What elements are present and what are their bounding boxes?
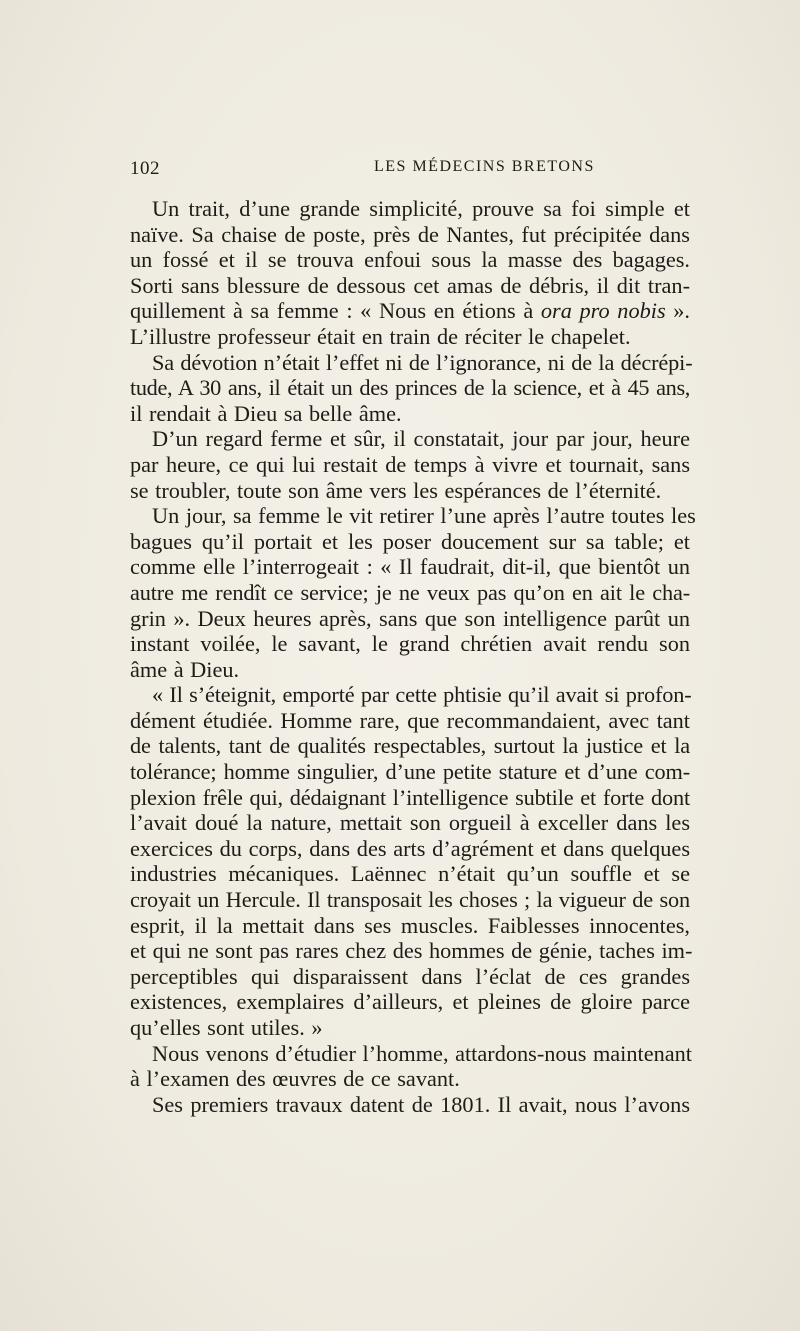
text-line: exercices du corps, dans des arts d’agrément et dans quelques (130, 835, 690, 861)
text-line: tolérance; homme singulier, d’une petite stature et d’une com- (130, 759, 690, 785)
page-number: 102 (130, 158, 160, 179)
text-line: bagues qu’il portait et les poser doucement sur sa table; et (130, 528, 690, 554)
text-line: autre me rendît ce service; je ne veux pas qu’on en ait le cha- (130, 579, 690, 605)
text-line: un fossé et il se trouva enfoui sous la masse des bagages. (130, 247, 690, 273)
text-line: tude, A 30 ans, il était un des princes de la science, et à 45 ans, (130, 375, 690, 401)
text-line: D’un regard ferme et sûr, il constatait, jour par jour, heure (152, 426, 690, 452)
text-line: Nous venons d’étudier l’homme, attardons-nous maintenant (152, 1040, 693, 1066)
text-line: esprit, il la mettait dans ses muscles. Faiblesses innocentes, (130, 912, 690, 938)
text-line: Un trait, d’une grande simplicité, prouve sa foi simple et (152, 196, 690, 221)
running-title: LES MÉDECINS BRETONS (374, 158, 595, 175)
latin-phrase: ora pro nobis (540, 298, 666, 324)
text-line: se troubler, toute son âme vers les espérances de l’éternité. (130, 477, 662, 503)
text-line: « Il s’éteignit, emporté par cette phtisie qu’il avait si profon- (152, 682, 692, 708)
text-line: l’avait doué la nature, mettait son orgueil à exceller dans les (130, 810, 690, 836)
text-segment: quillement à sa femme : « Nous en étions à (130, 298, 541, 324)
text-line: Ses premiers travaux datent de 1801. Il avait, nous l’avons (152, 1091, 690, 1117)
text-line: de talents, tant de qualités respectables, surtout la justice et la (130, 733, 690, 759)
text-line: âme à Dieu. (130, 656, 240, 682)
page-header (130, 158, 690, 182)
body-text (130, 196, 696, 1117)
text-line (130, 298, 690, 324)
text-line: naïve. Sa chaise de poste, près de Nantes, fut précipitée dans (130, 221, 690, 247)
text-line: plexion frêle qui, dédaignant l’intelligence subtile et forte dont (130, 784, 690, 810)
text-line: Un jour, sa femme le vit retirer l’une après l’autre toutes les (152, 503, 696, 529)
text-line: existences, exemplaires d’ailleurs, et pleines de gloire parce (130, 989, 690, 1015)
text-segment: ». (665, 298, 690, 324)
text-line: à l’examen des œuvres de ce savant. (130, 1066, 460, 1092)
text-line: industries mécaniques. Laënnec n’était qu’un souffle et se (130, 861, 690, 887)
text-line: perceptibles qui disparaissent dans l’éclat de ces grandes (130, 963, 690, 989)
text-line: croyait un Hercule. Il transposait les choses ; la vigueur de son (130, 887, 690, 913)
text-line: instant voilée, le savant, le grand chrétien avait rendu son (130, 631, 690, 657)
text-line: Sa dévotion n’était l’effet ni de l’ignorance, ni de la décrépi- (152, 349, 693, 375)
text-line: et qui ne sont pas rares chez des hommes de génie, taches im- (130, 938, 693, 964)
text-line: grin ». Deux heures après, sans que son intelligence parût un (130, 605, 690, 631)
text-line: comme elle l’interrogeait : « Il faudrait, dit-il, que bientôt un (130, 554, 690, 580)
text-line: Sorti sans blessure de dessous cet amas de débris, il dit tran- (130, 272, 690, 298)
text-line: dément étudiée. Homme rare, que recommandaient, avec tant (130, 707, 690, 733)
text-line: L’illustre professeur était en train de réciter le chapelet. (130, 323, 631, 349)
text-line: il rendait à Dieu sa belle âme. (130, 400, 402, 426)
text-line: qu’elles sont utiles. » (130, 1015, 323, 1040)
text-line: par heure, ce qui lui restait de temps à vivre et tournait, sans (130, 451, 690, 477)
